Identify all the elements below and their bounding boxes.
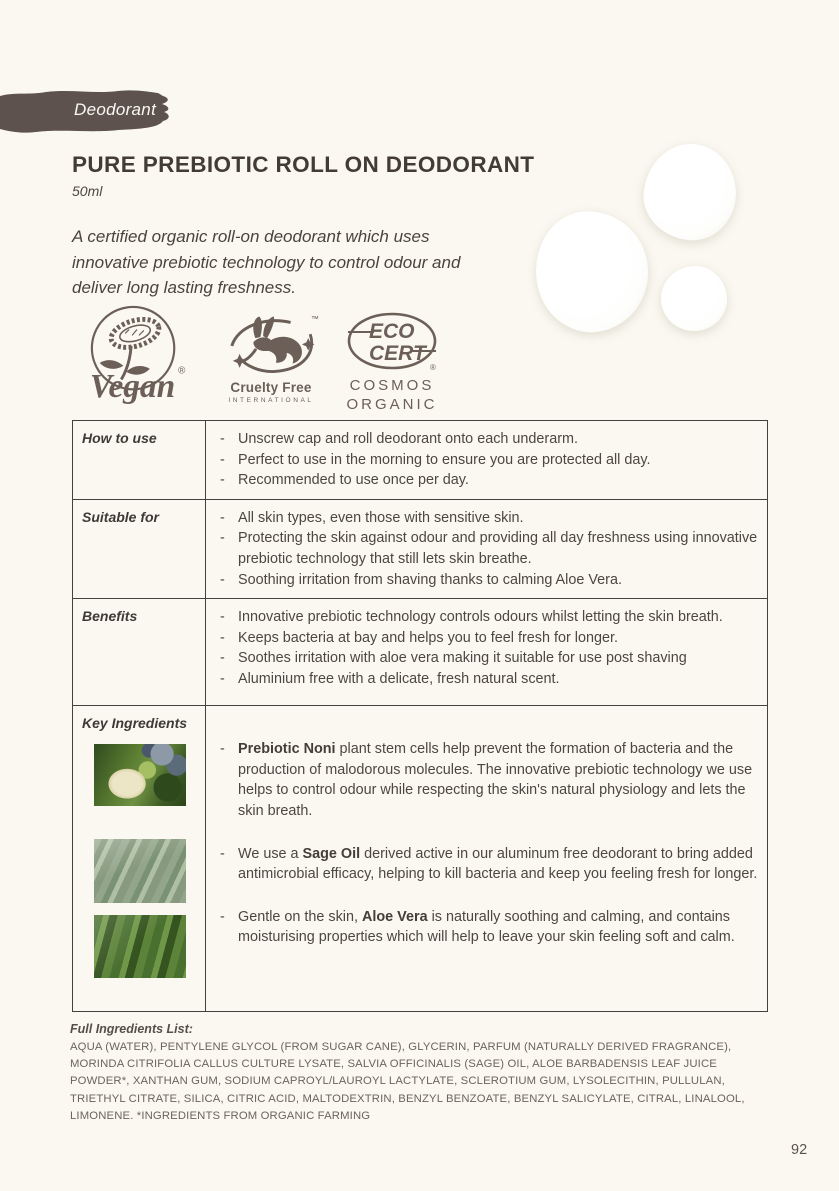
full-ingredients-section (70, 1022, 778, 1125)
bullet-item: - Prebiotic Noni plant stem cells help prevent the formation of bacteria and the production of malodorous molecules. The innovative prebiotic technology we use helps to control odour while respecting the skin's natural physiology and lets the skin breath. (212, 739, 761, 821)
bullet-item: - Keeps bacteria at bay and helps you to feel fresh for longer. (212, 628, 761, 649)
table-row-key-ingredients (73, 706, 768, 1012)
sage-leaves-photo (94, 839, 186, 903)
bullet-list (212, 429, 761, 491)
product-info-table (72, 420, 768, 1012)
svg-text:™: ™ (311, 314, 320, 324)
row-label: Benefits (82, 608, 138, 625)
cruelty-free-logo (222, 312, 320, 413)
product-size: 50ml (72, 183, 103, 199)
category-badge-label: Deodorant (74, 100, 157, 119)
bullet-item: - Protecting the skin against odour and providing all day freshness using innovative prebiotic technology that still lets skin breathe. (212, 528, 761, 569)
page-title: PURE PREBIOTIC ROLL ON DEODORANT (72, 152, 535, 177)
cosmos-label: COSMOS (349, 377, 435, 394)
page-number: 92 (791, 1142, 808, 1158)
bullet-item: - Aluminium free with a delicate, fresh natural scent. (212, 669, 761, 690)
deodorant-swatch-blob-medium (640, 140, 740, 244)
cruelty-free-sublabel: INTERNATIONAL (228, 397, 314, 404)
svg-text:®: ® (178, 365, 186, 377)
svg-text:ECO: ECO (369, 320, 415, 343)
svg-text:®: ® (430, 363, 436, 372)
vegan-logo (78, 303, 196, 413)
category-badge (0, 88, 182, 136)
bullet-item: - Unscrew cap and roll deodorant onto each underarm. (212, 429, 761, 450)
bullet-list (212, 508, 761, 590)
bullet-item: - Soothing irritation from shaving thanks to calming Aloe Vera. (212, 570, 761, 591)
bullet-item: - Innovative prebiotic technology controls odours whilst letting the skin breath. (212, 607, 761, 628)
organic-label: ORGANIC (346, 396, 438, 413)
bullet-item: - Soothes irritation with aloe vera making it suitable for use post shaving (212, 648, 761, 669)
bullet-item: - Perfect to use in the morning to ensure you are protected all day. (212, 450, 761, 471)
key-ingredient-photos (94, 744, 199, 978)
full-ingredients-label: Full Ingredients List: (70, 1022, 193, 1036)
full-ingredients-text: AQUA (WATER), PENTYLENE GLYCOL (FROM SUGAR CANE), GLYCERIN, PARFUM (NATURALLY DERIVED FRAGRANCE), MORINDA CITRIFOLIA CALLUS CULTURE LYSATE, SALVIA OFFICINALIS (SAGE) OIL, ALOE BARBADENSIS LEAF JUICE POWDER*, XANTHAN GUM, SODIUM CAPROYL/LAUROYL LACTYLATE, SCLEROTIUM GUM, LYSOLECITHIN, PULLULAN, TRIETHYL CITRATE, SILICA, CITRIC ACID, MALTODEXTRIN, BENZYL BENZOATE, BENZYL SALICYLATE, CITRAL, LINALOOL, LIMONENE. *INGREDIENTS FROM ORGANIC FARMING (70, 1041, 745, 1122)
svg-text:Vegan: Vegan (89, 368, 176, 405)
certification-logos (78, 303, 438, 413)
bullet-list (212, 739, 761, 948)
table-row-benefits (73, 599, 768, 706)
row-label: Suitable for (82, 508, 160, 525)
product-description: A certified organic roll-on deodorant which uses innovative prebiotic technology to control odour and deliver long lasting freshness. (72, 227, 461, 297)
aloe-vera-photo (94, 915, 186, 978)
row-label: How to use (82, 430, 157, 446)
ecocert-cosmos-organic-logo (346, 312, 438, 413)
title-block (72, 152, 552, 301)
bullet-item: - Gentle on the skin, Aloe Vera is naturally soothing and calming, and contains moisturising properties which will help to leave your skin feeling soft and calm. (212, 907, 761, 948)
bullet-item: - All skin types, even those with sensitive skin. (212, 508, 761, 529)
bullet-list (212, 607, 761, 689)
cruelty-free-label: Cruelty Free (230, 380, 312, 395)
ecocert-oval-icon (346, 312, 438, 372)
row-label: Key Ingredients (82, 715, 188, 732)
table-row-how-to-use (73, 421, 768, 500)
bullet-item: - We use a Sage Oil derived active in our aluminum free deodorant to bring added antimicrobial efficacy, helping to kill bacteria and keep you feeling fresh for longer. (212, 844, 761, 885)
bullet-item: - Recommended to use once per day. (212, 470, 761, 491)
vegan-sunflower-icon (78, 303, 196, 405)
noni-plant-photo (94, 744, 186, 806)
deodorant-swatch-blob-small (661, 266, 727, 331)
leaping-bunny-icon (222, 312, 320, 376)
svg-text:CERT: CERT (369, 342, 426, 365)
table-row-suitable-for (73, 499, 768, 598)
